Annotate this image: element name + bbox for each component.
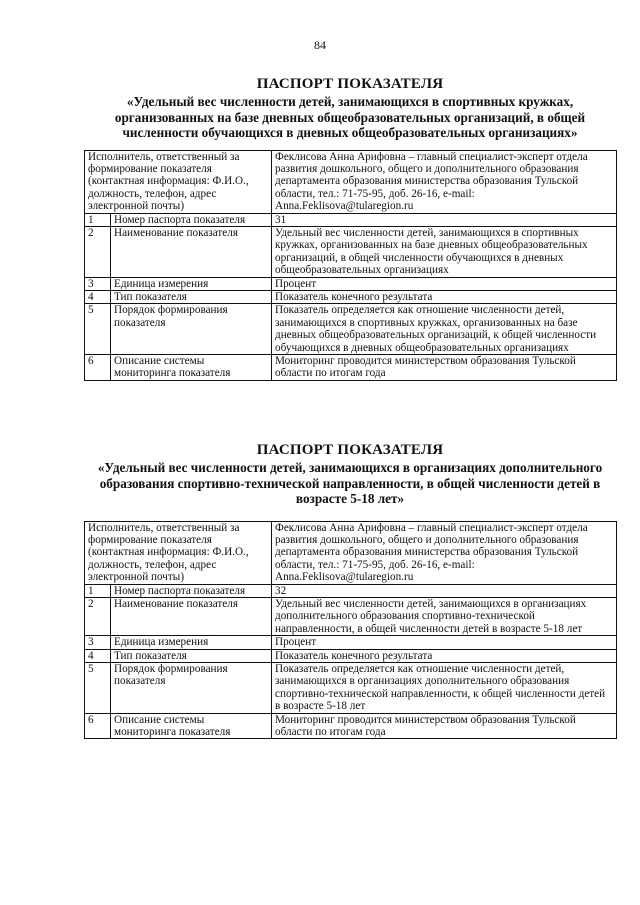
passport-subtitle: «Удельный вес численности детей, занимающихся в организациях дополнительного образования спортивно-технической направленности, в общей численности детей в возрасте 5-18 лет»	[97, 460, 603, 506]
row-label: Наименование показателя	[111, 226, 272, 277]
table-row	[85, 355, 617, 381]
row-value: Мониторинг проводится министерством образования Тульской области по итогам года	[272, 355, 617, 381]
row-number: 1	[85, 584, 111, 597]
table-row	[85, 713, 617, 739]
row-number: 4	[85, 290, 111, 303]
row-label: Тип показателя	[111, 649, 272, 662]
table-row	[85, 226, 617, 277]
responsible-label: Исполнитель, ответственный за формирование показателя (контактная информация: Ф.И.О., должность, телефон, адрес электронной почты)	[85, 521, 272, 584]
row-number: 4	[85, 649, 111, 662]
row-number: 5	[85, 304, 111, 355]
row-value: Показатель конечного результата	[272, 290, 617, 303]
row-value: Удельный вес численности детей, занимающихся в спортивных кружках, организованных на базе дневных общеобразовательных организаций, в общей численности обучающихся в дневных общеобразовательных организациях	[272, 226, 617, 277]
row-label: Номер паспорта показателя	[111, 584, 272, 597]
row-label: Единица измерения	[111, 277, 272, 290]
table-row	[85, 649, 617, 662]
row-value: Удельный вес численности детей, занимающихся в организациях дополнительного образования спортивно-технической направленности, в общей численности детей в возрасте 5-18 лет	[272, 597, 617, 635]
row-number: 6	[85, 355, 111, 381]
row-value: Показатель определяется как отношение численности детей, занимающихся в организациях дополнительного образования спортивно-технической направленности, к общей численности детей в возрасте 5-18 лет	[272, 662, 617, 713]
row-label: Описание системы мониторинга показателя	[111, 355, 272, 381]
row-number: 3	[85, 636, 111, 649]
indicator-passport-31	[84, 76, 616, 381]
table-row	[85, 662, 617, 713]
row-number: 2	[85, 226, 111, 277]
responsible-value: Феклисова Анна Арифовна – главный специалист-эксперт отдела развития дошкольного, общего и дополнительного образования департамента образования министерства образования Тульской области, тел.: 71-75-95, доб. 26-16, e-mail: Anna.Feklisova@tularegion.ru	[272, 150, 617, 213]
passport-table	[84, 521, 617, 740]
passport-table	[84, 150, 617, 381]
indicator-passport-32	[84, 442, 616, 739]
row-label: Порядок формирования показателя	[111, 662, 272, 713]
row-value: Показатель определяется как отношение численности детей, занимающихся в спортивных кружках, организованных на базе дневных общеобразовательных организаций, к общей численности обучающихся в дневных общеобразовательных организациях	[272, 304, 617, 355]
row-number: 6	[85, 713, 111, 739]
passport-subtitle: «Удельный вес численности детей, занимающихся в спортивных кружках, организованных на базе дневных общеобразовательных организаций, в общей численности обучающихся в дневных общеобразовательных организациях»	[114, 94, 586, 140]
table-row-header	[85, 150, 617, 213]
row-value: 31	[272, 213, 617, 226]
row-value: Процент	[272, 636, 617, 649]
table-row	[85, 304, 617, 355]
responsible-label: Исполнитель, ответственный за формирование показателя (контактная информация: Ф.И.О., должность, телефон, адрес электронной почты)	[85, 150, 272, 213]
row-value: 32	[272, 584, 617, 597]
row-value: Мониторинг проводится министерством образования Тульской области по итогам года	[272, 713, 617, 739]
table-row	[85, 290, 617, 303]
row-value: Показатель конечного результата	[272, 649, 617, 662]
table-row	[85, 213, 617, 226]
page-number: 84	[314, 38, 326, 52]
row-label: Порядок формирования показателя	[111, 304, 272, 355]
row-number: 2	[85, 597, 111, 635]
table-row	[85, 277, 617, 290]
row-number: 5	[85, 662, 111, 713]
table-row	[85, 636, 617, 649]
passport-title: ПАСПОРТ ПОКАЗАТЕЛЯ	[256, 76, 444, 92]
table-row	[85, 597, 617, 635]
row-label: Описание системы мониторинга показателя	[111, 713, 272, 739]
row-value: Процент	[272, 277, 617, 290]
row-label: Тип показателя	[111, 290, 272, 303]
row-label: Номер паспорта показателя	[111, 213, 272, 226]
passport-title: ПАСПОРТ ПОКАЗАТЕЛЯ	[256, 442, 444, 458]
table-row-header	[85, 521, 617, 584]
row-label: Наименование показателя	[111, 597, 272, 635]
responsible-value: Феклисова Анна Арифовна – главный специалист-эксперт отдела развития дошкольного, общего и дополнительного образования департамента образования министерства образования Тульской области, тел.: 71-75-95, доб. 26-16, e-mail: Anna.Feklisova@tularegion.ru	[272, 521, 617, 584]
row-number: 1	[85, 213, 111, 226]
table-row	[85, 584, 617, 597]
row-number: 3	[85, 277, 111, 290]
row-label: Единица измерения	[111, 636, 272, 649]
